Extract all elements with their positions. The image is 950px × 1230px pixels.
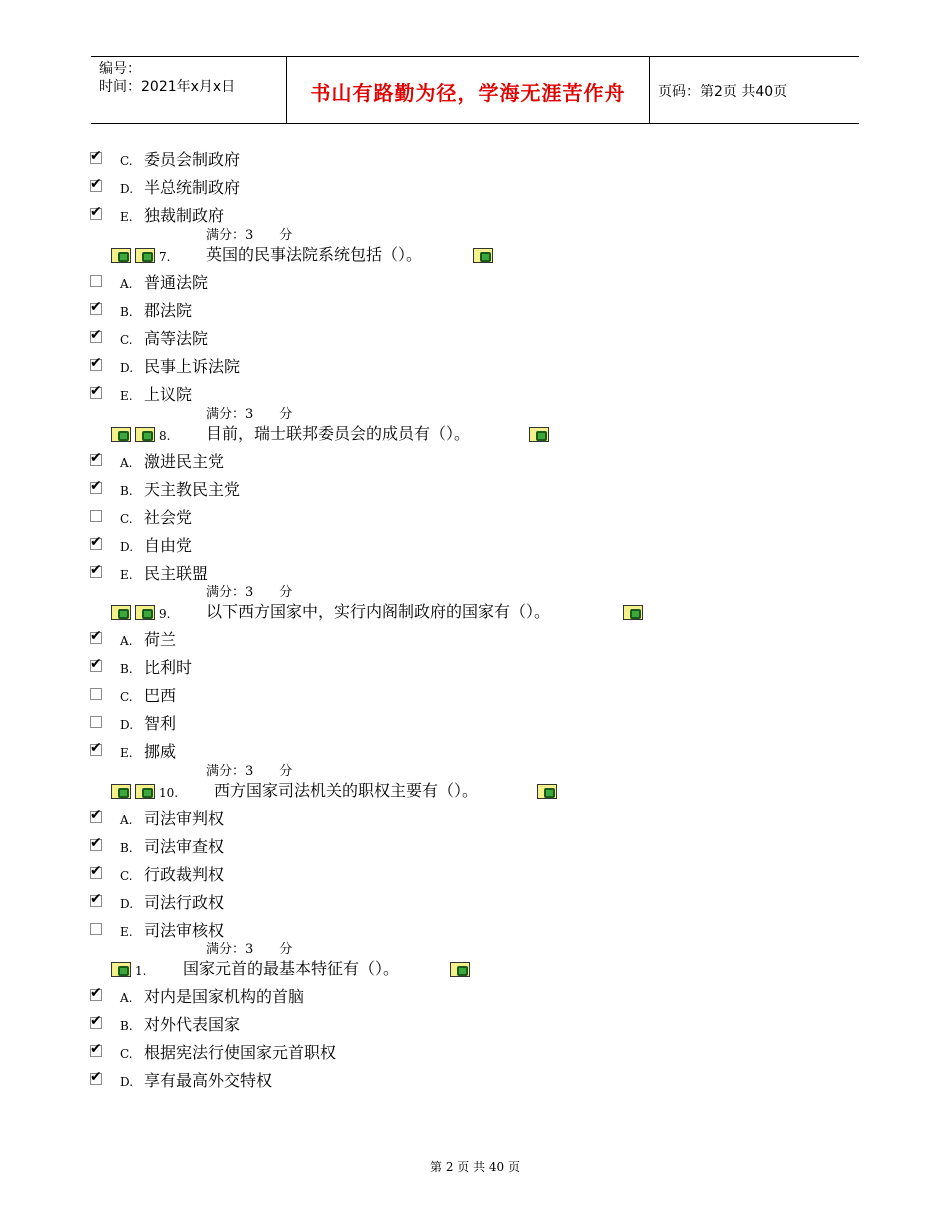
option-text: 社会党 [144, 508, 193, 527]
check-mark-icon: ✔ [90, 807, 102, 823]
option-checkbox[interactable] [90, 863, 102, 879]
option-checkbox[interactable] [90, 688, 102, 700]
option-label[interactable] [120, 357, 240, 378]
question-number: 8. [159, 429, 171, 443]
header-page-info: 页码：第2页 共40页 [658, 84, 788, 100]
option-text: 激进民主党 [144, 452, 225, 471]
check-mark-icon: ✔ [90, 863, 102, 879]
option-letter: B. [120, 484, 133, 498]
option-label[interactable] [120, 809, 224, 830]
score-line [206, 229, 292, 243]
header-divider [649, 57, 650, 123]
option-letter: B. [120, 1019, 133, 1033]
option-letter: D. [120, 718, 134, 732]
answer-icon[interactable] [135, 248, 155, 263]
option-checkbox[interactable] [90, 1041, 102, 1057]
check-mark-icon: ✔ [90, 450, 102, 466]
option-letter: D. [120, 182, 134, 196]
answer-icon[interactable] [135, 784, 155, 799]
option-letter: A. [120, 277, 133, 291]
option-label[interactable] [120, 508, 192, 529]
hint-icon[interactable] [529, 427, 549, 442]
option-text: 司法行政权 [144, 893, 225, 912]
score-value: 满分：3 [206, 585, 254, 600]
header-meta [99, 60, 289, 96]
check-mark-icon: ✔ [90, 656, 102, 672]
option-checkbox[interactable] [90, 835, 102, 851]
check-mark-icon: ✔ [90, 628, 102, 644]
check-mark-icon: ✔ [90, 534, 102, 550]
option-letter: A. [120, 813, 133, 827]
option-text: 民主联盟 [144, 564, 209, 583]
option-checkbox[interactable] [90, 1013, 102, 1029]
check-mark-icon: ✔ [90, 985, 102, 1001]
answer-icon[interactable] [135, 427, 155, 442]
option-text: 司法审核权 [144, 921, 225, 940]
check-mark-icon: ✔ [90, 1069, 102, 1085]
option-label[interactable] [120, 273, 208, 294]
question-text: 以下西方国家中，实行内阁制政府的国家有（）。 [206, 602, 551, 621]
option-checkbox[interactable] [90, 148, 102, 164]
option-text: 民事上诉法院 [144, 357, 241, 376]
option-letter: D. [120, 540, 134, 554]
option-label[interactable] [120, 714, 176, 735]
option-label[interactable] [120, 301, 192, 322]
option-checkbox[interactable] [90, 807, 102, 823]
option-letter: C. [120, 512, 133, 526]
option-text: 享有最高外交特权 [144, 1071, 273, 1090]
option-label[interactable] [120, 564, 208, 585]
option-label[interactable] [120, 658, 192, 679]
option-checkbox[interactable] [90, 656, 102, 672]
check-mark-icon: ✔ [90, 740, 102, 756]
option-checkbox[interactable] [90, 355, 102, 371]
answer-icon[interactable] [111, 427, 131, 442]
option-checkbox[interactable] [90, 450, 102, 466]
option-checkbox[interactable] [90, 176, 102, 192]
option-text: 郡法院 [144, 301, 193, 320]
option-checkbox[interactable] [90, 383, 102, 399]
option-text: 巴西 [144, 686, 177, 705]
option-label[interactable] [120, 987, 304, 1008]
option-checkbox[interactable] [90, 985, 102, 1001]
answer-icon[interactable] [111, 784, 131, 799]
answer-icon[interactable] [111, 605, 131, 620]
header-motto: 书山有路勤为径，学海无涯苦作舟 [310, 81, 626, 105]
option-letter: B. [120, 662, 133, 676]
option-text: 高等法院 [144, 329, 209, 348]
option-label[interactable] [120, 385, 192, 406]
option-letter: C. [120, 1047, 133, 1061]
option-text: 独裁制政府 [144, 206, 225, 225]
check-mark-icon: ✔ [90, 478, 102, 494]
option-text: 普通法院 [144, 273, 209, 292]
page-footer: 第 2 页 共 40 页 [430, 1160, 520, 1174]
option-label[interactable] [120, 1043, 336, 1064]
time-label: 时间：2021年x月x日 [99, 79, 236, 95]
option-text: 智利 [144, 714, 177, 733]
hint-icon[interactable] [623, 605, 643, 620]
hint-icon[interactable] [537, 784, 557, 799]
score-unit: 分 [279, 407, 293, 422]
question-text: 英国的民事法院系统包括（）。 [206, 245, 423, 264]
score-unit: 分 [279, 228, 293, 243]
option-label[interactable] [120, 452, 224, 473]
option-checkbox[interactable] [90, 275, 102, 287]
option-text: 半总统制政府 [144, 178, 241, 197]
option-text: 荷兰 [144, 630, 177, 649]
option-text: 根据宪法行使国家元首职权 [144, 1043, 337, 1062]
check-mark-icon: ✔ [90, 327, 102, 343]
hint-icon[interactable] [450, 962, 470, 977]
option-letter: E. [120, 746, 133, 760]
option-checkbox[interactable] [90, 716, 102, 728]
option-checkbox[interactable] [90, 923, 102, 935]
check-mark-icon: ✔ [90, 176, 102, 192]
answer-icon[interactable] [111, 248, 131, 263]
option-letter: E. [120, 210, 133, 224]
option-checkbox[interactable] [90, 628, 102, 644]
check-mark-icon: ✔ [90, 204, 102, 220]
question-text: 目前，瑞士联邦委员会的成员有（）。 [206, 424, 471, 443]
option-letter: E. [120, 925, 133, 939]
option-text: 比利时 [144, 658, 193, 677]
check-mark-icon: ✔ [90, 891, 102, 907]
option-label[interactable] [120, 893, 224, 914]
option-text: 自由党 [144, 536, 193, 555]
option-text: 挪威 [144, 742, 177, 761]
option-checkbox[interactable] [90, 534, 102, 550]
check-mark-icon: ✔ [90, 299, 102, 315]
option-letter: C. [120, 690, 133, 704]
option-label[interactable] [120, 206, 224, 227]
option-checkbox[interactable] [90, 204, 102, 220]
option-label[interactable] [120, 1071, 272, 1092]
score-value: 满分：3 [206, 764, 254, 779]
score-value: 满分：3 [206, 228, 254, 243]
option-text: 司法审查权 [144, 837, 225, 856]
option-letter: C. [120, 333, 133, 347]
check-mark-icon: ✔ [90, 1041, 102, 1057]
question-number: 7. [159, 250, 171, 264]
option-label[interactable] [120, 921, 224, 942]
option-letter: B. [120, 305, 133, 319]
option-text: 天主教民主党 [144, 480, 241, 499]
hint-icon[interactable] [473, 248, 493, 263]
option-letter: A. [120, 991, 133, 1005]
check-mark-icon: ✔ [90, 1013, 102, 1029]
question-text: 国家元首的最基本特征有（）。 [183, 959, 400, 978]
option-checkbox[interactable] [90, 740, 102, 756]
answer-icon[interactable] [135, 605, 155, 620]
option-label[interactable] [120, 686, 176, 707]
answer-icon[interactable] [111, 962, 131, 977]
check-mark-icon: ✔ [90, 355, 102, 371]
option-text: 上议院 [144, 385, 193, 404]
option-text: 行政裁判权 [144, 865, 225, 884]
option-letter: D. [120, 1075, 134, 1089]
check-mark-icon: ✔ [90, 148, 102, 164]
option-label[interactable] [120, 178, 240, 199]
option-label[interactable] [120, 865, 224, 886]
score-value: 满分：3 [206, 407, 254, 422]
question-text: 西方国家司法机关的职权主要有（）。 [214, 781, 479, 800]
option-checkbox[interactable] [90, 1069, 102, 1085]
option-checkbox[interactable] [90, 510, 102, 522]
option-checkbox[interactable] [90, 299, 102, 315]
score-unit: 分 [279, 585, 293, 600]
option-letter: B. [120, 841, 133, 855]
option-checkbox[interactable] [90, 327, 102, 343]
option-letter: E. [120, 568, 133, 582]
check-mark-icon: ✔ [90, 383, 102, 399]
option-text: 委员会制政府 [144, 150, 241, 169]
score-line [206, 943, 292, 957]
option-text: 对外代表国家 [144, 1015, 241, 1034]
question-number: 10. [159, 786, 179, 800]
option-letter: C. [120, 869, 133, 883]
score-line [206, 408, 292, 422]
question-number: 1. [135, 964, 147, 978]
option-label[interactable] [120, 837, 224, 858]
check-mark-icon: ✔ [90, 835, 102, 851]
check-mark-icon: ✔ [90, 562, 102, 578]
option-label[interactable] [120, 1015, 240, 1036]
option-letter: C. [120, 154, 133, 168]
option-checkbox[interactable] [90, 478, 102, 494]
number-label: 编号： [99, 61, 141, 77]
score-unit: 分 [279, 942, 293, 957]
option-label[interactable] [120, 329, 208, 350]
question-number: 9. [159, 607, 171, 621]
score-line [206, 586, 292, 600]
option-checkbox[interactable] [90, 562, 102, 578]
option-letter: A. [120, 634, 133, 648]
option-text: 对内是国家机构的首脑 [144, 987, 305, 1006]
option-text: 司法审判权 [144, 809, 225, 828]
option-label[interactable] [120, 480, 240, 501]
score-unit: 分 [279, 764, 293, 779]
option-letter: D. [120, 897, 134, 911]
option-label[interactable] [120, 630, 176, 651]
option-letter: A. [120, 456, 133, 470]
option-label[interactable] [120, 536, 192, 557]
page-header [91, 56, 859, 124]
option-checkbox[interactable] [90, 891, 102, 907]
option-letter: D. [120, 361, 134, 375]
option-label[interactable] [120, 742, 176, 763]
option-label[interactable] [120, 150, 240, 171]
score-line [206, 765, 292, 779]
option-letter: E. [120, 389, 133, 403]
score-value: 满分：3 [206, 942, 254, 957]
